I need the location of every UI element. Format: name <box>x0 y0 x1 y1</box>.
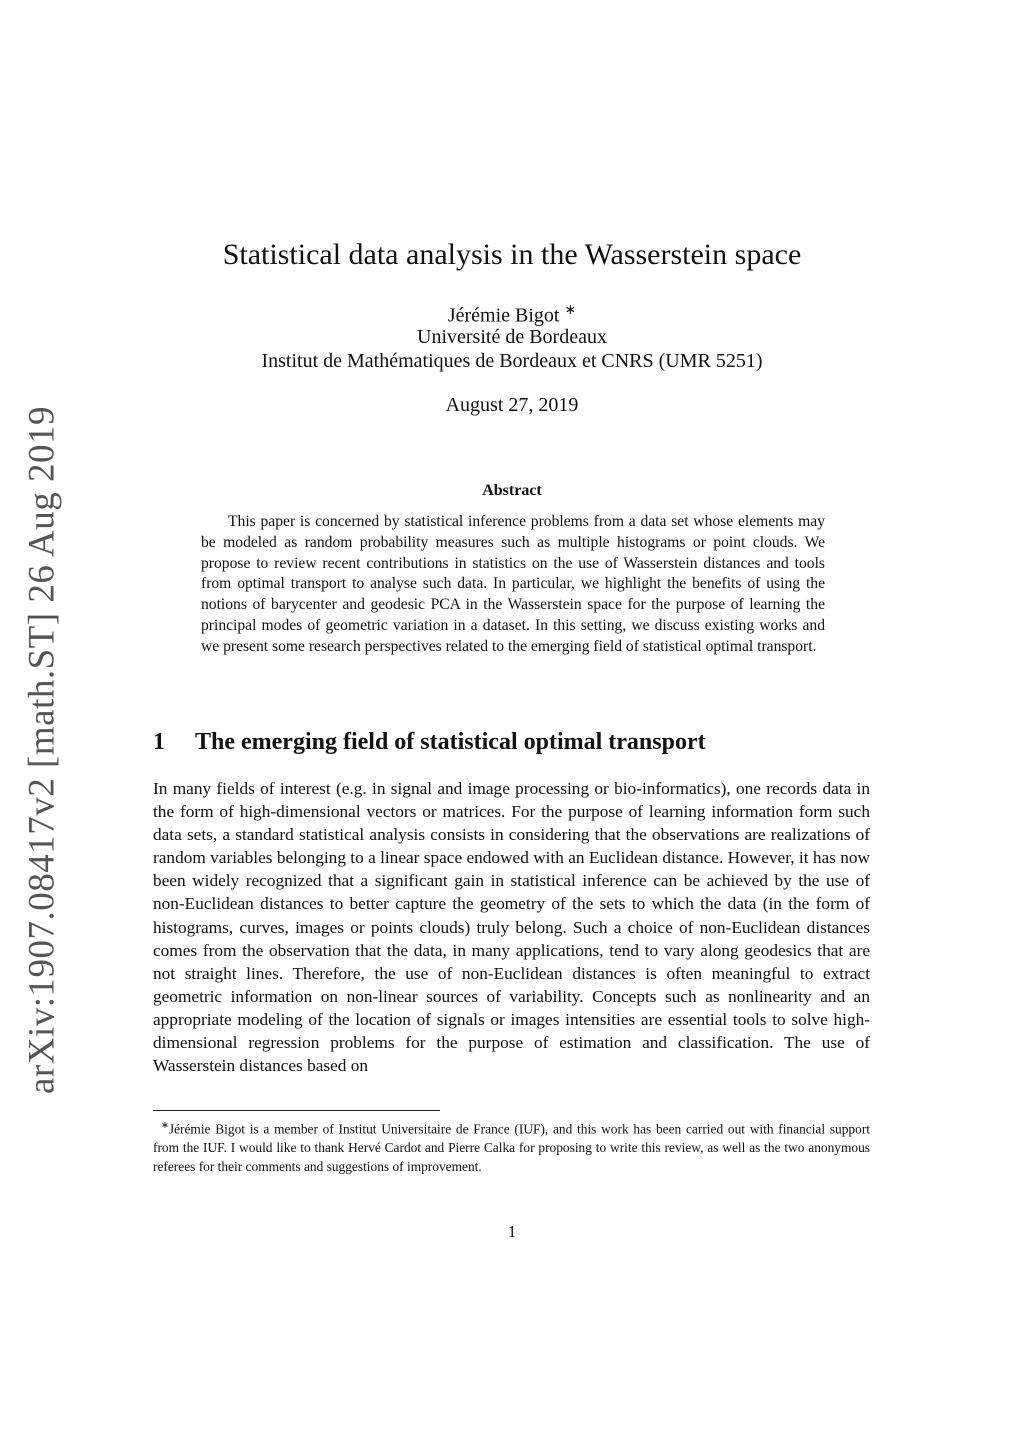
author-footnote-mark: ∗ <box>564 303 577 318</box>
section-paragraph: In many fields of interest (e.g. in signal and image processing or bio-informatics), one records data in the form of high-dimensional vectors or matrices. For the purpose of learning information form such data sets, a standard statistical analysis consists in considering that the observations are realizations of random variables belonging to a linear space endowed with an Euclidean distance. However, it has now been widely recognized that a significant gain in statistical inference can be achieved by the use of non-Euclidean distances to better capture the geometry of the sets to which the data (in the form of histograms, curves, images or points clouds) truly belong. Such a choice of non-Euclidean distances comes from the observation that the data, in many applications, tend to vary along geodesics that are not straight lines. Therefore, the use of non-Euclidean distances is often meaningful to extract geometric information on non-linear sources of variability. Concepts such as nonlinearity and an appropriate modeling of the location of signals or images intensities are essential tools to solve high-dimensional regression problems for the purpose of estimation and classification. The use of Wasserstein distances based on <box>153 779 870 1076</box>
arxiv-identifier-stamp: arXiv:1907.08417v2 [math.ST] 26 Aug 2019 <box>21 405 63 1095</box>
abstract-heading: Abstract <box>482 482 542 499</box>
page-number: 1 <box>507 1222 517 1241</box>
footnote-mark: ∗ <box>161 1121 169 1131</box>
paper-date: August 27, 2019 <box>445 394 579 416</box>
abstract-text: This paper is concerned by statistical inference problems from a data set whose elements may be modeled as random probability measures such as multiple histograms or point clouds. We propose to review recent contributions in statistics on the use of Wasserstein distances and tools from optimal transport to analyse such data. In particular, we highlight the benefits of using the notions of barycenter and geodesic PCA in the Wasserstein space for the purpose of learning the principal modes of geometric variation in a dataset. In this setting, we discuss existing works and we present some research perspectives related to the emerging field of statistical optimal transport. <box>201 513 825 655</box>
affiliation-institute: Institut de Mathématiques de Bordeaux et CNRS (UMR 5251) <box>261 350 763 372</box>
author-name: Jérémie Bigot <box>447 304 560 327</box>
footnote-text: Jérémie Bigot is a member of Institut Universitaire de France (IUF), and this work has been carried out with financial support from the IUF. I would like to thank Hervé Cardot and Pierre Calka for proposing to write this review, as well as the two anonymous referees for their comments and suggestions of improvement. <box>153 1121 870 1175</box>
footnote-rule <box>153 1110 440 1111</box>
section-title: The emerging field of statistical optimal transport <box>195 729 706 755</box>
paper-title: Statistical data analysis in the Wasserstein space <box>222 238 802 271</box>
affiliation-university: Université de Bordeaux <box>417 326 607 348</box>
section-number: 1 <box>153 729 165 755</box>
footnote <box>153 1117 870 1176</box>
section-heading <box>153 729 706 756</box>
author-line <box>0 302 1024 328</box>
